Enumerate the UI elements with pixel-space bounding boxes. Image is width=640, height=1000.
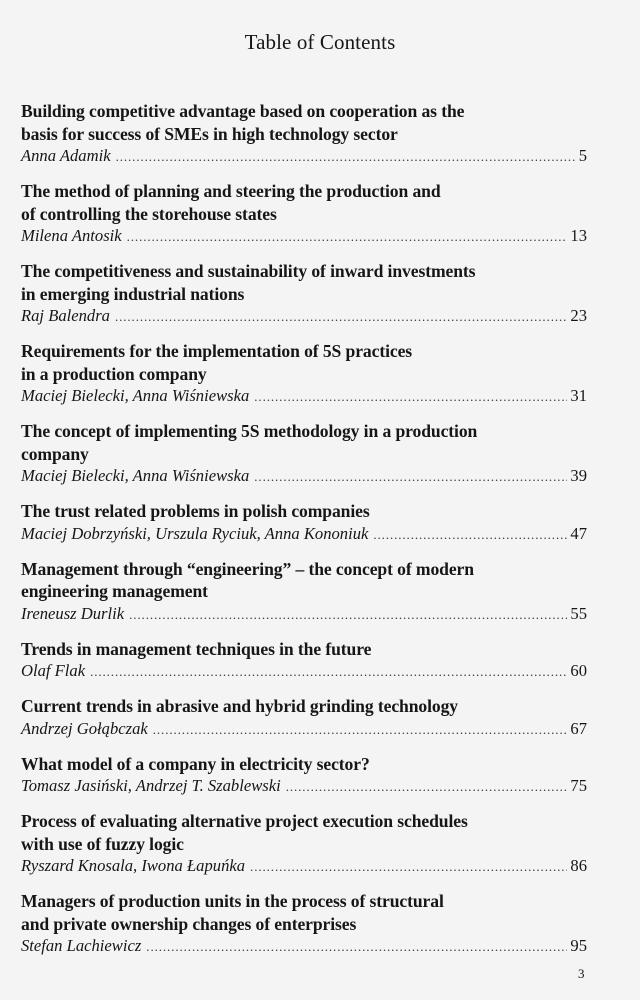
dot-leader (116, 146, 576, 168)
entry-author-line (21, 855, 587, 878)
toc-entry (21, 420, 587, 488)
entry-title-line: The competitiveness and sustainability of inward investments (21, 261, 476, 281)
entry-authors: Stefan Lachiewicz (21, 936, 142, 955)
toc-entry (21, 180, 587, 248)
entry-title-line: Trends in management techniques in the future (21, 638, 372, 659)
toc-entry (21, 890, 587, 958)
entry-title-line: Requirements for the implementation of 5S practices (21, 341, 413, 361)
entry-authors: Ireneusz Durlik (21, 603, 125, 623)
entry-page-number: 5 (578, 146, 587, 165)
entry-page-number: 67 (570, 718, 587, 738)
entry-page-number: 86 (570, 856, 587, 875)
dot-leader (127, 226, 568, 248)
entry-authors: Olaf Flak (21, 661, 86, 680)
entry-page-number: 31 (570, 386, 587, 405)
entry-page-number: 60 (570, 661, 587, 680)
entry-authors: Raj Balendra (21, 306, 110, 325)
entry-authors: Anna Adamik (21, 146, 111, 165)
page-number: 3 (578, 966, 585, 981)
entry-title-line: Process of evaluating alternative project execution schedules (21, 811, 468, 831)
entry-authors: Maciej Bielecki, Anna Wiśniewska (21, 386, 250, 405)
entry-title-line: The trust related problems in polish companies (21, 501, 370, 521)
entry-author-line (21, 465, 587, 488)
entry-title-line: The concept of implementing 5S methodology in a production (21, 421, 478, 441)
entry-author-line (21, 305, 587, 328)
entry-title-line: of controlling the storehouse states (21, 203, 277, 224)
toc-entry (21, 340, 587, 408)
entry-title-line: in emerging industrial nations (21, 283, 245, 304)
toc-entry (21, 500, 587, 546)
dot-leader (254, 386, 567, 408)
dot-leader (250, 856, 567, 878)
entry-page-number: 47 (570, 523, 587, 543)
entry-page-number: 95 (570, 936, 587, 955)
entry-title-line: Management through “engineering” – the concept of modern (21, 558, 474, 579)
entry-authors: Andrzej Gołąbczak (21, 718, 148, 738)
entry-page-number: 55 (570, 603, 587, 623)
toc-entry (21, 638, 587, 684)
dot-leader (254, 466, 567, 488)
entry-title-line: Current trends in abrasive and hybrid grinding technology (21, 696, 458, 716)
toc-entry (21, 695, 587, 741)
entry-title-line: engineering management (21, 581, 208, 601)
entry-author-line (21, 523, 587, 546)
toc-entry (21, 260, 587, 328)
entry-author-line (21, 775, 587, 798)
toc-entry (21, 558, 587, 626)
entry-author-line (21, 603, 587, 626)
dot-leader (115, 306, 567, 328)
entry-author-line (21, 145, 587, 168)
entry-page-number: 13 (570, 226, 587, 245)
entry-title-line: Managers of production units in the process of structural (21, 891, 444, 911)
dot-leader (90, 661, 567, 683)
entry-title-line: in a production company (21, 363, 207, 384)
entry-title-line: What model of a company in electricity sector? (21, 753, 370, 774)
dot-leader (153, 719, 568, 741)
dot-leader (146, 936, 567, 958)
entry-author-line (21, 660, 587, 683)
dot-leader (129, 604, 567, 626)
dot-leader (286, 776, 568, 798)
entry-authors: Ryszard Knosala, Iwona Łapuńka (21, 856, 246, 875)
toc-entry (21, 100, 587, 168)
page-title: Table of Contents (244, 30, 396, 54)
entry-authors: Maciej Dobrzyński, Urszula Ryciuk, Anna Kononiuk (21, 523, 369, 543)
toc-entry (21, 810, 587, 878)
entry-title-line: basis for success of SMEs in high technology sector (21, 123, 398, 144)
entry-authors: Maciej Bielecki, Anna Wiśniewska (21, 466, 250, 485)
entry-author-line (21, 935, 587, 958)
entry-authors: Tomasz Jasiński, Andrzej T. Szablewski (21, 776, 281, 795)
entry-title-line: The method of planning and steering the production and (21, 181, 441, 201)
entry-page-number: 75 (570, 776, 587, 795)
entry-title-line: and private ownership changes of enterprises (21, 913, 357, 934)
entry-page-number: 23 (570, 306, 587, 325)
dot-leader (373, 524, 567, 546)
entry-authors: Milena Antosik (21, 226, 122, 245)
table-of-contents (21, 100, 587, 970)
toc-entry (21, 753, 587, 799)
entry-page-number: 39 (570, 466, 587, 485)
entry-title-line: with use of fuzzy logic (21, 833, 184, 854)
entry-author-line (21, 225, 587, 248)
entry-title-line: Building competitive advantage based on cooperation as the (21, 101, 465, 121)
entry-title-line: company (21, 443, 89, 464)
entry-author-line (21, 385, 587, 408)
entry-author-line (21, 718, 587, 741)
